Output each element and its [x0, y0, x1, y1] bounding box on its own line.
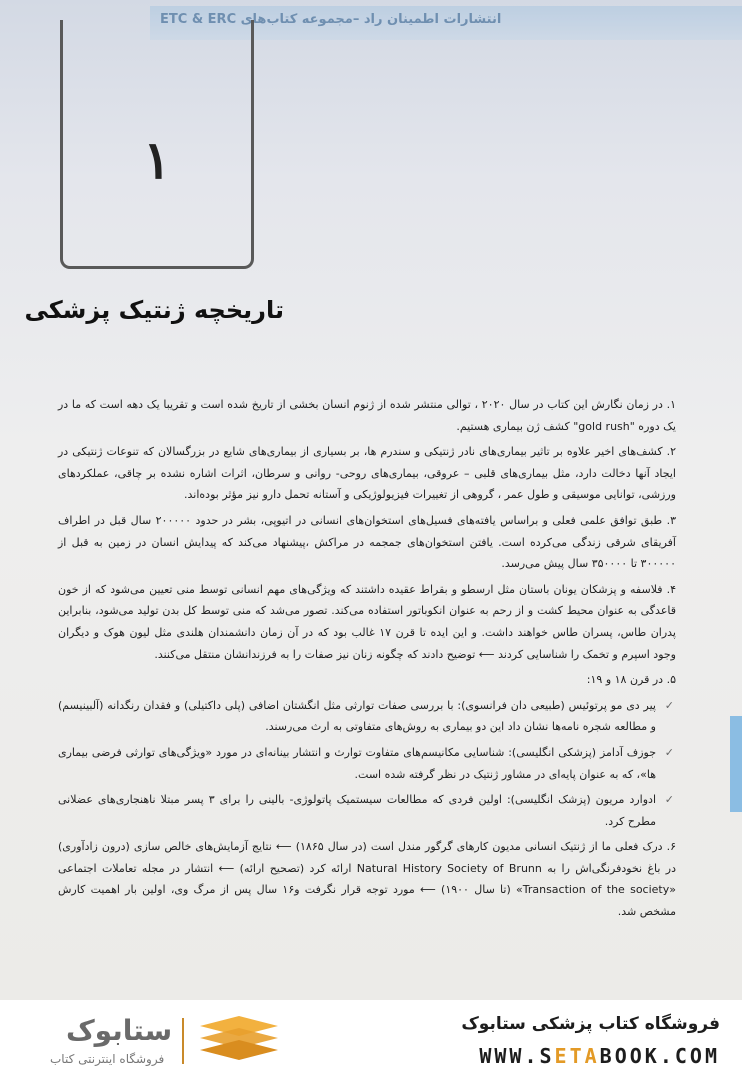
subitem-text: جوزف آدامز (پزشکی انگلیسی): شناسایی مکانیسم‌های متفاوت توارث و انتشار بینانه‌ای در مورد «ویژگی‌های توارثی فرضی بیماری ها»، که به عنوان پایه‌ای در مشاور ژنتیک در نظر گرفته شده است. [58, 745, 656, 781]
paragraph-3: ۳. طبق توافق علمی فعلی و براساس یافته‌های فسیل‌های استخوان‌های انسانی در اتیوپی، بشر در حدود ۲۰۰۰۰۰ سال قبل در اطراف آفریقای شرقی زندگی می‌کرده است. یافتن استخوان‌های جمجمه در مراکش ،پیشنهاد می‌کند که پیدایش انسان در زمین به قبل از ۳۰۰۰۰۰ تا ۳۵۰۰۰۰ سال پیش می‌رسد. [58, 513, 676, 571]
paragraph-5: ۵. در قرن ۱۸ و ۱۹: [586, 673, 676, 687]
logo-divider [182, 1018, 184, 1064]
check-icon: ✓ [664, 698, 674, 712]
store-logo[interactable] [30, 1008, 290, 1072]
list-item [58, 695, 676, 738]
url-prefix: WWW.S [479, 1044, 555, 1068]
book-stack-icon [194, 1014, 284, 1070]
chapter-number: ۱ [143, 130, 171, 191]
paragraph-6: ۶. درک فعلی ما از ژنتیک انسانی مدیون کارهای گرگور مندل است (در سال ۱۸۶۵) ⟵ نتایج آزمایش‌های خالص سازی (درون زادآوری) در باغ نخودفرنگی‌اش را به Natural History Society of Brunn ارائه کرد (تصحیح ارائه) ⟵ انتشار در مجله تعاملات اجتماعی «Transaction of the society» (تا سال ۱۹۰۰) ⟵ مورد توجه قرار نگرفت و۱۶ سال پس از مرگ وی، اولین بار اهمیت کارش مشخص شد. [58, 840, 677, 919]
check-icon: ✓ [664, 745, 674, 759]
paragraph-4: ۴. فلاسفه و پزشکان یونان باستان مثل ارسطو و بقراط عقیده داشتند که ویژگی‌های مهم انسانی توسط منی تعیین می‌شود که از خون قاعدگی به عنوان محیط کشت و از رحم به عنوان انکوباتور استفاده می‌کند. تصور می‌شد که منی توسط کل بدن تولید می‌شود، بنابراین پدران طاس، پسران طاس خواهند داشت. و این ایده تا قرن ۱۷ غالب بود که در آن زمان دانشمندان هلندی مثل لیون هوک و دیگران وجود اسپرم و تخمک را شناسایی کردند ⟵ توضیح دادند که چگونه زنان نیز صفات را به فرزندانشان منتقل می‌کنند. [58, 582, 676, 661]
subitem-text: ادوارد مریون (پزشک انگلیسی): اولین فردی که مطالعات سیستمیک پاتولوژی- بالینی را برای ۳ پسر مبتلا ناهنجاری‌های عضلانی مطرح کرد. [58, 793, 657, 828]
store-name: فروشگاه کتاب پزشکی ستابوک [461, 1014, 720, 1034]
list-item [58, 742, 676, 785]
running-head: انتشارات اطمینان راد –مجموعه کتاب‌های ETC & ERC [160, 12, 502, 27]
logo-wordmark: ستابوک [66, 1014, 173, 1047]
paragraph-1: ۱. در زمان نگارش این کتاب در سال ۲۰۲۰ ، توالی منتشر شده از ژنوم انسان بخشی از تاریخ شده است و تقریبا یک دهه است که ما در یک دوره "gold rush" کشف ژن بیماری هستیم. [58, 398, 676, 433]
side-thumb-tab [730, 716, 742, 812]
logo-tagline: فروشگاه اینترنتی کتاب [50, 1052, 165, 1066]
check-icon: ✓ [664, 793, 674, 807]
store-footer-banner [0, 1000, 742, 1080]
store-url-link[interactable] [479, 1044, 720, 1068]
paragraph-2: ۲. کشف‌های اخیر علاوه بر تاثیر بیماری‌های نادر ژنتیکی و سندرم ها، بر بسیاری از بیماری‌های شایع در بزرگسالان که تنوعات ژنتیکی در ایجاد آنها دخالت دارد، مثل بیماری‌های قلبی – عروقی، بیماری‌های روحی- روانی و سرطان، اثرات اشاره نشده بر چاقی، عملکردهای ورزشی، توانایی موسیقی و طول عمر ، گروهی از تغییرات فیزیولوژیکی و آستانه تحمل دارو نیز مؤثر بوده‌اند. [58, 445, 676, 502]
chapter-content [58, 394, 676, 927]
list-item [58, 789, 676, 832]
url-accent: ETA [554, 1044, 600, 1068]
chapter-number-box [60, 20, 254, 269]
subitem-text: پیر دی مو پرتوئیس (طبیعی دان فرانسوی): با بررسی صفات توارثی مثل انگشتان اضافی (پلی داکتیلی) و فقدان رنگدانه (آلبینیسم) و مطالعه شجره نامه‌ها نشان داد این دو بیماری به روش‌های متفاوتی به ارث می‌رسند. [58, 698, 656, 734]
chapter-title: تاریخچه ژنتیک پزشکی [24, 296, 284, 324]
url-suffix: BOOK.COM [599, 1044, 720, 1068]
